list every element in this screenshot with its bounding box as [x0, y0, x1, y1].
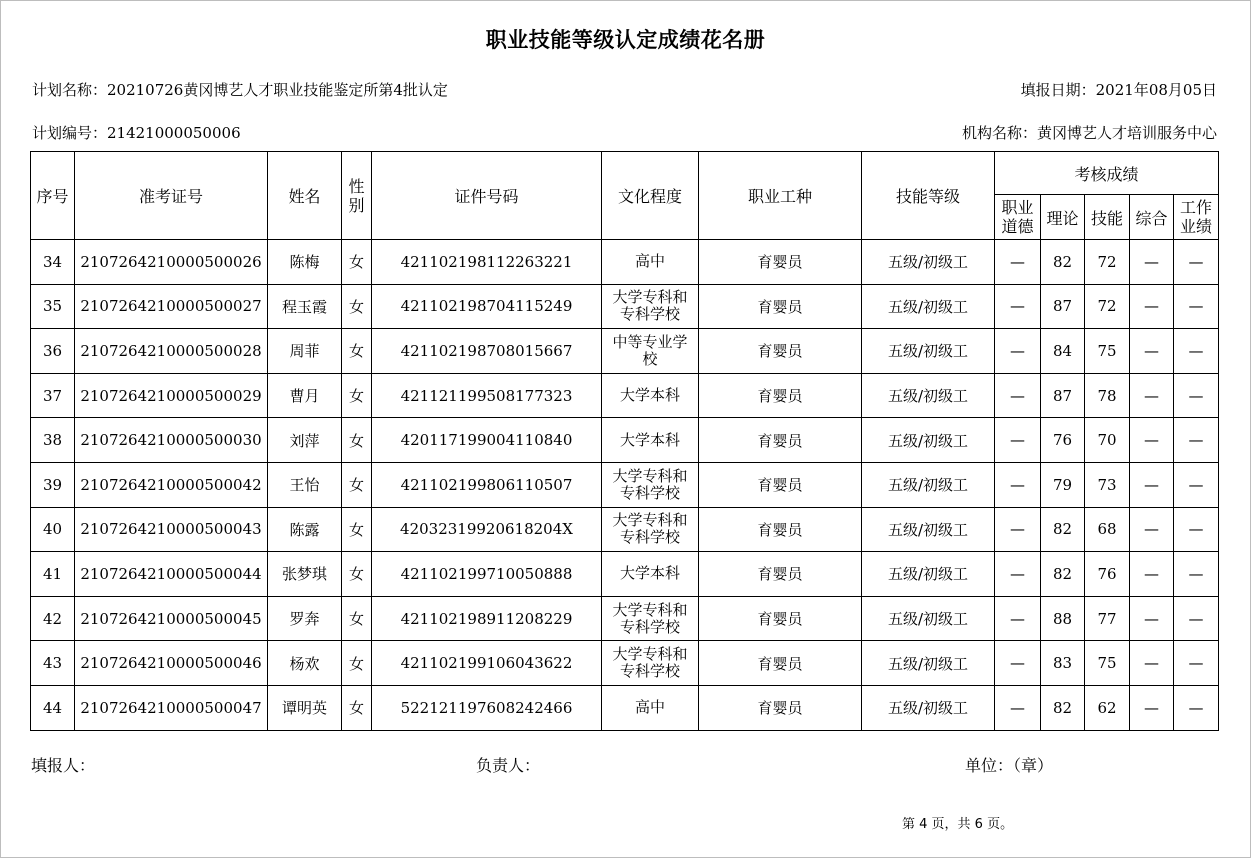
cell-education: [602, 685, 699, 730]
cell-theory: 83: [1041, 641, 1085, 686]
cell-ticket: 2107264210000500028: [75, 329, 268, 374]
cell-occupation: 育婴员: [699, 373, 862, 418]
cell-name: 刘萍: [268, 418, 342, 463]
cell-comprehensive: —: [1130, 641, 1174, 686]
cell-education-line2: 专科学校: [619, 305, 680, 324]
org-name: 机构名称：黄冈博艺人才培训服务中心: [961, 124, 1217, 142]
cell-name: 张梦琪: [268, 552, 342, 597]
cell-gender: 女: [342, 373, 372, 418]
cell-work: —: [1174, 240, 1219, 285]
header-seq: 序号: [31, 152, 75, 240]
cell-comprehensive: —: [1130, 240, 1174, 285]
fill-date: 填报日期：2021年08月05日: [1020, 81, 1217, 99]
cell-name: 曹月: [268, 373, 342, 418]
cell-ethics: —: [995, 329, 1041, 374]
cell-ethics: —: [995, 462, 1041, 507]
cell-seq: 38: [31, 418, 75, 463]
plan-number: 计划编号：21421000050006: [32, 124, 241, 142]
cell-name: 谭明英: [268, 685, 342, 730]
header-education: 文化程度: [602, 152, 699, 240]
cell-name: 周菲: [268, 329, 342, 374]
cell-gender: 女: [342, 552, 372, 597]
header-skill-level: 技能等级: [862, 152, 995, 240]
table-row: [31, 552, 1219, 597]
cell-occupation: 育婴员: [699, 284, 862, 329]
page-title: 职业技能等级认定成绩花名册: [485, 28, 766, 52]
cell-ethics: —: [995, 418, 1041, 463]
cell-ethics: —: [995, 685, 1041, 730]
header-ethics-line1: 职业: [1001, 198, 1034, 217]
cell-id-number: 421121199508177323: [372, 373, 602, 418]
cell-work: —: [1174, 507, 1219, 552]
cell-comprehensive: —: [1130, 462, 1174, 507]
header-name: 姓名: [268, 152, 342, 240]
table-row: [31, 596, 1219, 641]
cell-education-line1: 大学本科: [619, 430, 680, 449]
cell-gender: 女: [342, 240, 372, 285]
cell-level: 五级/初级工: [862, 373, 995, 418]
cell-skill: 76: [1085, 552, 1130, 597]
cell-skill: 73: [1085, 462, 1130, 507]
header-id-number: 证件号码: [372, 152, 602, 240]
cell-work: —: [1174, 373, 1219, 418]
table-row: [31, 373, 1219, 418]
cell-education-line1: 大学专科和: [612, 645, 688, 664]
cell-work: —: [1174, 641, 1219, 686]
cell-theory: 82: [1041, 685, 1085, 730]
cell-seq: 34: [31, 240, 75, 285]
header-ticket: 准考证号: [75, 152, 268, 240]
cell-ticket: 2107264210000500042: [75, 462, 268, 507]
cell-work: —: [1174, 685, 1219, 730]
cell-level: 五级/初级工: [862, 685, 995, 730]
cell-gender: 女: [342, 329, 372, 374]
cell-seq: 43: [31, 641, 75, 686]
cell-occupation: 育婴员: [699, 596, 862, 641]
cell-work: —: [1174, 462, 1219, 507]
cell-skill: 78: [1085, 373, 1130, 418]
cell-ethics: —: [995, 641, 1041, 686]
cell-education: [602, 284, 699, 329]
cell-seq: 40: [31, 507, 75, 552]
cell-comprehensive: —: [1130, 685, 1174, 730]
cell-theory: 87: [1041, 284, 1085, 329]
cell-ticket: 2107264210000500043: [75, 507, 268, 552]
cell-name: 程玉霞: [268, 284, 342, 329]
cell-name: 杨欢: [268, 641, 342, 686]
roster-body: [31, 240, 1219, 731]
cell-ticket: 2107264210000500027: [75, 284, 268, 329]
cell-level: 五级/初级工: [862, 284, 995, 329]
cell-ticket: 2107264210000500029: [75, 373, 268, 418]
cell-id-number: 421102199710050888: [372, 552, 602, 597]
cell-education-line2: 专科学校: [619, 617, 680, 636]
cell-education: [602, 373, 699, 418]
cell-education: [602, 329, 699, 374]
cell-id-number: 522121197608242466: [372, 685, 602, 730]
table-row: [31, 284, 1219, 329]
cell-occupation: 育婴员: [699, 462, 862, 507]
cell-seq: 37: [31, 373, 75, 418]
cell-education-line1: 大学专科和: [612, 511, 688, 530]
cell-work: —: [1174, 284, 1219, 329]
cell-education-line1: 高中: [634, 698, 665, 717]
header-skill: 技能: [1085, 195, 1130, 240]
cell-seq: 42: [31, 596, 75, 641]
cell-id-number: 421102199106043622: [372, 641, 602, 686]
cell-education-line2: 校: [642, 349, 658, 368]
cell-education-line1: 大学专科和: [612, 600, 688, 619]
cell-education-line1: 大学专科和: [612, 466, 688, 485]
cell-ethics: —: [995, 284, 1041, 329]
cell-ethics: —: [995, 507, 1041, 552]
cell-seq: 39: [31, 462, 75, 507]
header-row-1: [31, 152, 1219, 195]
table-row: [31, 462, 1219, 507]
cell-theory: 88: [1041, 596, 1085, 641]
cell-ticket: 2107264210000500046: [75, 641, 268, 686]
cell-comprehensive: —: [1130, 507, 1174, 552]
cell-comprehensive: —: [1130, 418, 1174, 463]
cell-theory: 82: [1041, 240, 1085, 285]
header-occupation: 职业工种: [699, 152, 862, 240]
cell-occupation: 育婴员: [699, 552, 862, 597]
cell-comprehensive: —: [1130, 596, 1174, 641]
cell-name: 陈露: [268, 507, 342, 552]
header-ethics-line2: 道德: [1001, 217, 1034, 236]
header-ethics: [995, 195, 1041, 240]
table-row: [31, 418, 1219, 463]
cell-level: 五级/初级工: [862, 240, 995, 285]
footer-unit: 单位：（章）: [965, 756, 1054, 775]
cell-education: [602, 240, 699, 285]
cell-education-line2: 专科学校: [619, 528, 680, 547]
cell-work: —: [1174, 329, 1219, 374]
cell-education: [602, 462, 699, 507]
cell-education-line1: 高中: [634, 252, 665, 271]
cell-skill: 68: [1085, 507, 1130, 552]
cell-work: —: [1174, 552, 1219, 597]
cell-theory: 84: [1041, 329, 1085, 374]
cell-theory: 82: [1041, 552, 1085, 597]
cell-seq: 36: [31, 329, 75, 374]
header-work-line2: 业绩: [1180, 217, 1213, 236]
cell-id-number: 421102199806110507: [372, 462, 602, 507]
cell-gender: 女: [342, 462, 372, 507]
header-comprehensive: 综合: [1130, 195, 1174, 240]
cell-gender: 女: [342, 418, 372, 463]
cell-ticket: 2107264210000500044: [75, 552, 268, 597]
cell-occupation: 育婴员: [699, 418, 862, 463]
score-roster-table: [30, 151, 1219, 731]
cell-occupation: 育婴员: [699, 240, 862, 285]
header-work-line1: 工作: [1180, 198, 1213, 217]
cell-ticket: 2107264210000500047: [75, 685, 268, 730]
header-theory: 理论: [1041, 195, 1085, 240]
cell-work: —: [1174, 596, 1219, 641]
cell-gender: 女: [342, 685, 372, 730]
cell-id-number: 421102198112263221: [372, 240, 602, 285]
cell-education-line2: 专科学校: [619, 483, 680, 502]
header-work: [1174, 195, 1219, 240]
cell-education-line1: 大学专科和: [612, 288, 688, 307]
footer-filler: 填报人：: [31, 756, 96, 775]
table-row: [31, 641, 1219, 686]
cell-comprehensive: —: [1130, 329, 1174, 374]
cell-gender: 女: [342, 507, 372, 552]
cell-gender: 女: [342, 596, 372, 641]
cell-skill: 72: [1085, 240, 1130, 285]
table-row: [31, 240, 1219, 285]
cell-comprehensive: —: [1130, 552, 1174, 597]
cell-id-number: 420117199004110840: [372, 418, 602, 463]
cell-skill: 75: [1085, 641, 1130, 686]
header-gender: [342, 152, 372, 240]
table-row: [31, 507, 1219, 552]
cell-ticket: 2107264210000500045: [75, 596, 268, 641]
cell-ethics: —: [995, 240, 1041, 285]
cell-education-line2: 专科学校: [619, 662, 680, 681]
cell-level: 五级/初级工: [862, 507, 995, 552]
cell-education-line1: 大学本科: [619, 564, 680, 583]
cell-gender: 女: [342, 641, 372, 686]
cell-level: 五级/初级工: [862, 418, 995, 463]
page-number: 第 4 页，共 6 页。: [902, 817, 1014, 832]
cell-ethics: —: [995, 596, 1041, 641]
cell-occupation: 育婴员: [699, 507, 862, 552]
cell-education-line1: 中等专业学: [612, 332, 688, 351]
cell-name: 王怡: [268, 462, 342, 507]
cell-id-number: 42032319920618204X: [372, 507, 602, 552]
cell-skill: 70: [1085, 418, 1130, 463]
cell-level: 五级/初级工: [862, 329, 995, 374]
table-row: [31, 685, 1219, 730]
cell-ticket: 2107264210000500030: [75, 418, 268, 463]
cell-occupation: 育婴员: [699, 329, 862, 374]
cell-level: 五级/初级工: [862, 552, 995, 597]
cell-skill: 62: [1085, 685, 1130, 730]
cell-level: 五级/初级工: [862, 596, 995, 641]
cell-occupation: 育婴员: [699, 685, 862, 730]
cell-id-number: 421102198708015667: [372, 329, 602, 374]
cell-theory: 82: [1041, 507, 1085, 552]
footer-responsible: 负责人：: [476, 756, 541, 775]
header-gender-line2: 别: [348, 195, 365, 215]
cell-id-number: 421102198704115249: [372, 284, 602, 329]
cell-id-number: 421102198911208229: [372, 596, 602, 641]
cell-ethics: —: [995, 373, 1041, 418]
cell-education: [602, 596, 699, 641]
cell-skill: 77: [1085, 596, 1130, 641]
cell-education-line1: 大学本科: [619, 386, 680, 405]
plan-name: 计划名称：20210726黄冈博艺人才职业技能鉴定所第4批认定: [32, 81, 448, 99]
table-row: [31, 329, 1219, 374]
cell-education: [602, 641, 699, 686]
cell-seq: 35: [31, 284, 75, 329]
cell-seq: 44: [31, 685, 75, 730]
cell-skill: 72: [1085, 284, 1130, 329]
cell-education: [602, 507, 699, 552]
cell-seq: 41: [31, 552, 75, 597]
cell-comprehensive: —: [1130, 373, 1174, 418]
cell-theory: 87: [1041, 373, 1085, 418]
cell-work: —: [1174, 418, 1219, 463]
cell-education: [602, 552, 699, 597]
cell-ticket: 2107264210000500026: [75, 240, 268, 285]
cell-level: 五级/初级工: [862, 462, 995, 507]
cell-ethics: —: [995, 552, 1041, 597]
cell-theory: 79: [1041, 462, 1085, 507]
cell-name: 罗奔: [268, 596, 342, 641]
cell-occupation: 育婴员: [699, 641, 862, 686]
header-gender-line1: 性: [348, 176, 365, 196]
cell-gender: 女: [342, 284, 372, 329]
cell-education: [602, 418, 699, 463]
cell-name: 陈梅: [268, 240, 342, 285]
cell-theory: 76: [1041, 418, 1085, 463]
cell-level: 五级/初级工: [862, 641, 995, 686]
cell-comprehensive: —: [1130, 284, 1174, 329]
cell-skill: 75: [1085, 329, 1130, 374]
header-scores: 考核成绩: [995, 152, 1219, 195]
